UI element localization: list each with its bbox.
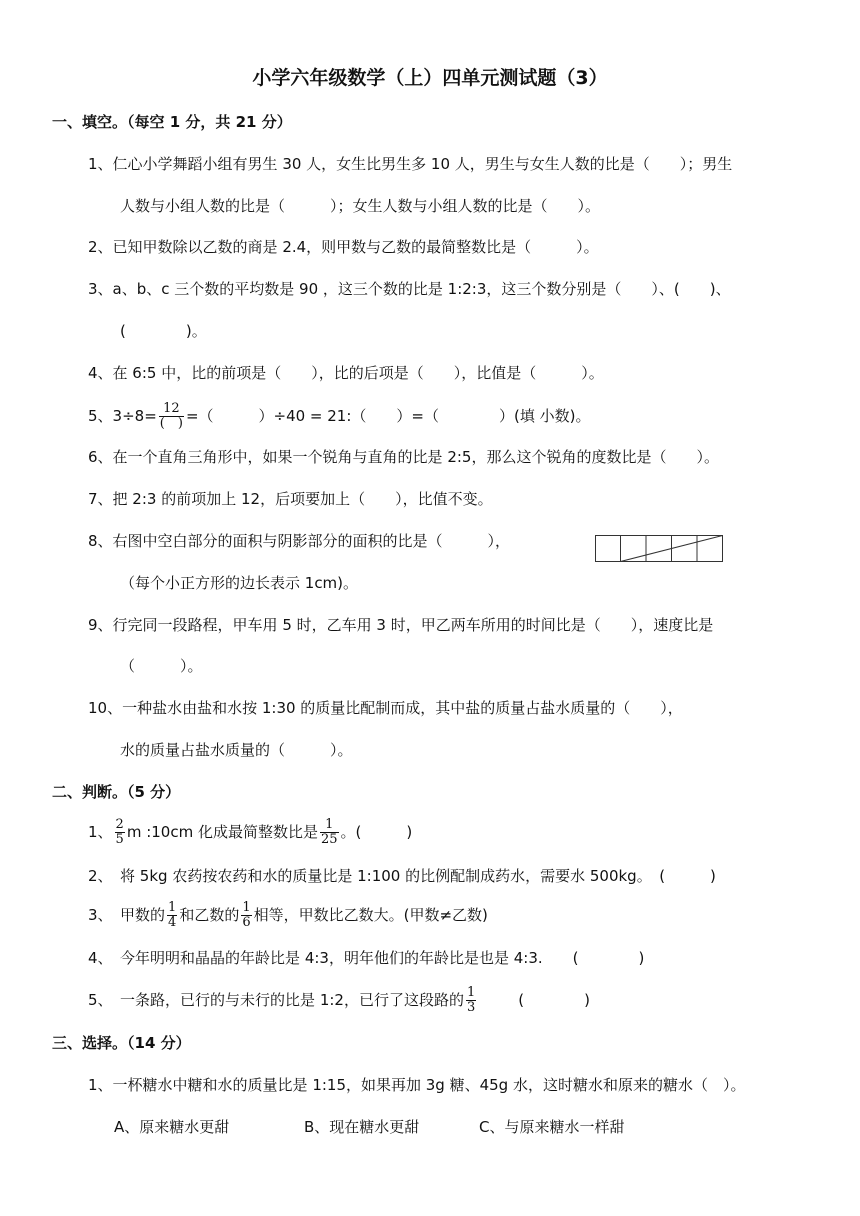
- question-9-line-2: （ ）。: [120, 657, 203, 675]
- fraction-denominator: 4: [168, 915, 177, 930]
- section-heading-fill: 一、填空。（每空 1 分，共 21 分）: [52, 113, 292, 131]
- fraction-denominator: ( ): [159, 416, 183, 431]
- judge-1-fraction-2: [320, 818, 339, 847]
- judge-3-fraction-2: [241, 901, 251, 930]
- question-4: 4、在 6:5 中，比的前项是（ ），比的后项是（ ），比值是（ ）。: [88, 364, 604, 382]
- fraction-denominator: 6: [242, 915, 251, 930]
- fraction-denominator: 5: [115, 832, 124, 847]
- section-heading-choice: 三、选择。（14 分）: [52, 1034, 191, 1052]
- choice-1-option-b: B、现在糖水更甜: [304, 1118, 420, 1136]
- choice-1: 1、一杯糖水中糖和水的质量比是 1:15，如果再加 3g 糖、45g 水，这时糖水和原来的糖水（ ）。: [88, 1076, 746, 1094]
- question-9-line-1: 9、行完同一段路程，甲车用 5 时，乙车用 3 时，甲乙两车所用的时间比是（ ），速度比是: [88, 616, 714, 634]
- question-5-prefix: 5、3÷8=: [88, 407, 157, 425]
- question-5-suffix: =（ ）÷40 = 21:（ ）=（ ）(填 小数)。: [185, 407, 591, 425]
- question-1-line-1: 1、仁心小学舞蹈小组有男生 30 人，女生比男生多 10 人，男生与女生人数的比是（ ）；男生: [88, 155, 733, 173]
- question-3-line-1: 3、a、b、c 三个数的平均数是 90 ，这三个数的比是 1:2:3，这三个数分别是（ ）、( )、: [88, 280, 731, 298]
- judge-1-fraction-1: [115, 818, 125, 847]
- judge-5-prefix: 5、 一条路，已行的与未行的比是 1:2，已行了这段路的: [88, 991, 464, 1009]
- question-5-fraction: [159, 402, 184, 431]
- judge-2: 2、 将 5kg 农药按农药和水的质量比是 1:100 的比例配制成药水，需要水 500kg。 ( ): [88, 867, 716, 885]
- judge-3-suffix: 相等，甲数比乙数大。(甲数≠乙数): [253, 906, 488, 924]
- judge-1-middle: m :10cm 化成最简整数比是: [126, 823, 318, 841]
- judge-5-suffix: ( ): [518, 991, 590, 1009]
- judge-1-suffix: 。( ): [340, 823, 413, 841]
- question-2: 2、已知甲数除以乙数的商是 2.4，则甲数与乙数的最简整数比是（ ）。: [88, 238, 599, 256]
- fraction-numerator: 1: [320, 818, 339, 833]
- fraction-numerator: 12: [159, 402, 184, 417]
- question-1-line-2: 人数与小组人数的比是（ ）；女生人数与小组人数的比是（ ）。: [120, 197, 601, 215]
- fraction-numerator: 1: [466, 985, 476, 1000]
- question-10-line-2: 水的质量占盐水质量的（ ）。: [120, 741, 353, 759]
- judge-5-fraction: [466, 986, 476, 1015]
- choice-1-option-c: C、与原来糖水一样甜: [479, 1118, 625, 1136]
- question-8-line-1: 8、右图中空白部分的面积与阴影部分的面积的比是（ ），: [88, 532, 511, 550]
- section-heading-judge: 二、判断。（5 分）: [52, 783, 181, 801]
- judge-4: 4、 今年明明和晶晶的年龄比是 4:3，明年他们的年龄比是也是 4:3. ( ): [88, 949, 645, 967]
- question-5: [88, 402, 590, 431]
- judge-3-fraction-1: [167, 901, 177, 930]
- question-6: 6、在一个直角三角形中，如果一个锐角与直角的比是 2:5，那么这个锐角的度数比是（ ）。: [88, 448, 719, 466]
- judge-3-middle: 和乙数的: [179, 906, 240, 924]
- fraction-numerator: 1: [242, 900, 251, 915]
- judge-5: [88, 985, 590, 1015]
- judge-1: [88, 817, 412, 847]
- page-title: 小学六年级数学（上）四单元测试题（3）: [252, 67, 608, 89]
- question-8-line-2: （每个小正方形的边长表示 1cm)。: [120, 574, 359, 592]
- question-3-line-2: ( )。: [120, 322, 207, 340]
- fraction-denominator: 3: [466, 1000, 476, 1015]
- fraction-numerator: 1: [168, 900, 177, 915]
- fraction-denominator: 25: [320, 832, 338, 847]
- judge-3: [88, 900, 488, 930]
- fraction-numerator: 2: [115, 817, 124, 832]
- judge-1-prefix: 1、: [88, 823, 113, 841]
- choice-1-option-a: A、原来糖水更甜: [114, 1118, 230, 1136]
- question-7: 7、把 2:3 的前项加上 12，后项要加上（ ），比值不变。: [88, 490, 493, 508]
- question-10-line-1: 10、一种盐水由盐和水按 1:30 的质量比配制而成，其中盐的质量占盐水质量的（ ），: [88, 699, 683, 717]
- judge-3-prefix: 3、 甲数的: [88, 906, 166, 924]
- shaded-squares-figure: [595, 535, 723, 562]
